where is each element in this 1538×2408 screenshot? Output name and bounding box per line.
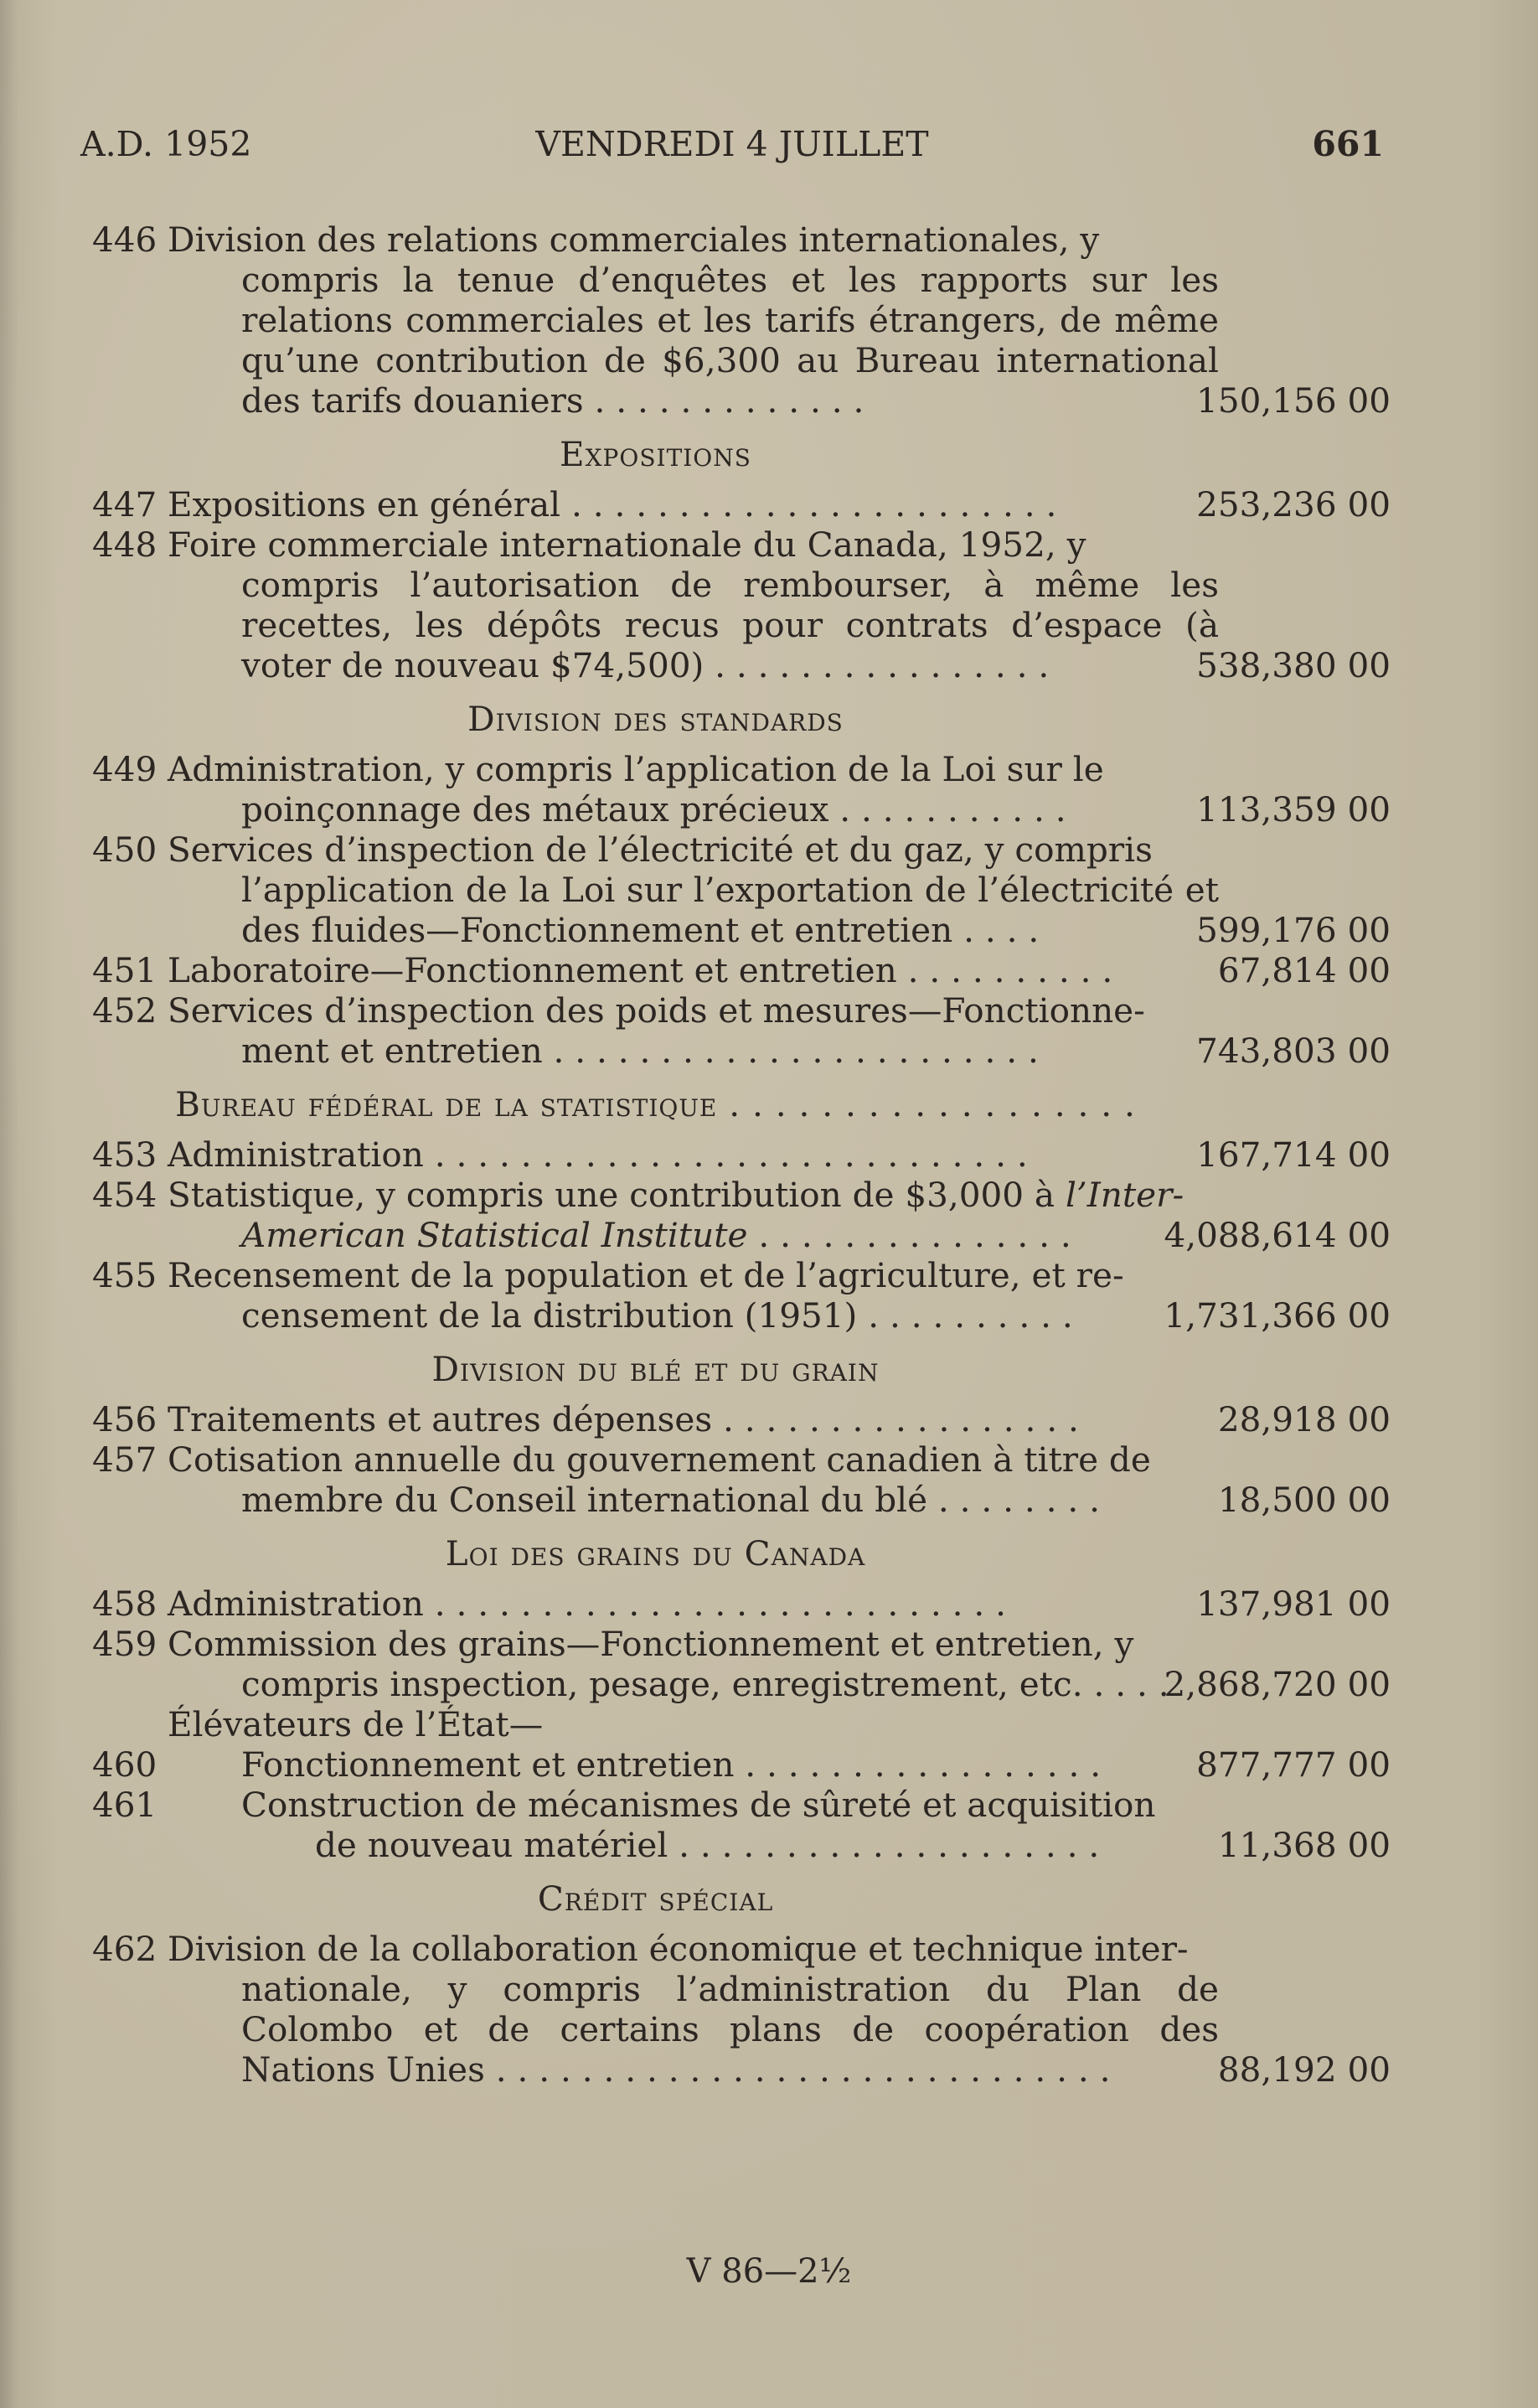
list-item: [92, 1744, 1391, 1785]
section-heading: Crédit spécial: [537, 1878, 774, 1919]
section-heading: Division du blé et du grain: [431, 1349, 880, 1389]
item-text: Commission des grains—Fonctionnement et entretien, y: [168, 1624, 1134, 1664]
item-text: Foire commerciale internationale du Canada, 1952, y: [168, 524, 1086, 565]
item-number: 454: [92, 1175, 157, 1215]
item-text: Administration, y compris l’application de la Loi sur le: [168, 749, 1104, 789]
item-text: Construction de mécanismes de sûreté et acquisition: [241, 1785, 1156, 1825]
item-number: 450: [92, 829, 157, 870]
item-text: Cotisation annuelle du gouvernement canadien à titre de: [168, 1439, 1151, 1480]
item-text: Administration . . . . . . . . . . . . . . . . . . . . . . . . . . .: [168, 1584, 1007, 1624]
item-number: 448: [92, 524, 157, 565]
item-amount: 150,156 00: [1196, 380, 1391, 421]
running-header: [80, 124, 1384, 166]
item-text-continued: censement de la distribution (1951) . . . . . . . . . .: [241, 1295, 1073, 1336]
item-amount: 88,192 00: [1217, 2049, 1391, 2090]
item-number: 455: [92, 1255, 157, 1295]
list-item: [92, 1255, 1391, 1336]
header-year: A.D. 1952: [80, 124, 252, 164]
item-text-italic: l’Inter-: [1065, 1175, 1184, 1215]
item-amount: 1,731,366 00: [1164, 1295, 1391, 1336]
item-text-continued: membre du Conseil international du blé . . . . . . . .: [241, 1480, 1101, 1520]
item-text-continued: ment et entretien . . . . . . . . . . . . . . . . . . . . . . .: [241, 1031, 1039, 1071]
list-item: [92, 1399, 1391, 1439]
item-text: Division de la collaboration économique et technique inter-: [168, 1929, 1189, 1969]
item-number: 459: [92, 1624, 157, 1664]
item-amount: 18,500 00: [1217, 1480, 1391, 1520]
section-heading: Expositions: [560, 434, 751, 474]
item-number: 451: [92, 950, 157, 990]
list-item: [92, 990, 1391, 1071]
item-text: Recensement de la population et de l’agriculture, et re-: [168, 1255, 1124, 1295]
item-text: Expositions en général . . . . . . . . . . . . . . . . . . . . . . .: [168, 484, 1057, 524]
appropriation-list: [92, 220, 1391, 2090]
item-text: Statistique, y compris une contribution de $3,000 à: [168, 1175, 1055, 1215]
item-text: Élévateurs de l’État—: [168, 1704, 544, 1744]
item-amount: 877,777 00: [1196, 1744, 1391, 1785]
list-subheading: [92, 1704, 1391, 1744]
item-text-continued: compris l’autorisation de rembourser, à même les recettes, les dépôts recus pour contrats d’espace (à voter de nouveau $74,500) . . . . . . . . . . . . . . . .: [241, 565, 1219, 685]
item-amount: 67,814 00: [1217, 950, 1391, 990]
item-number: 462: [92, 1929, 157, 1969]
item-text-continued: compris la tenue d’enquêtes et les rapports sur les relations commerciales et les tarifs étrangers, de même qu’une contribution de $6,300 au Bureau international des tarifs douaniers . . . . . . . . . . . . .: [241, 260, 1219, 421]
item-number: 456: [92, 1399, 157, 1439]
item-number: 453: [92, 1134, 157, 1175]
item-amount: 599,176 00: [1196, 910, 1391, 950]
item-text: Fonctionnement et entretien . . . . . . . . . . . . . . . . .: [241, 1744, 1102, 1785]
item-text-italic-continued: American Statistical Institute: [241, 1215, 748, 1255]
item-amount: 253,236 00: [1196, 484, 1391, 524]
list-item: [92, 829, 1391, 950]
item-amount: 113,359 00: [1196, 789, 1391, 829]
item-text: Services d’inspection de l’électricité et du gaz, y compris: [168, 829, 1153, 870]
item-number: 446: [92, 220, 157, 260]
item-text: Services d’inspection des poids et mesures—Fonctionne-: [168, 990, 1145, 1031]
item-number: 452: [92, 990, 157, 1031]
item-amount: 11,368 00: [1217, 1825, 1391, 1865]
item-number: 457: [92, 1439, 157, 1480]
item-amount: 137,981 00: [1196, 1584, 1391, 1624]
item-leader-dots: . . . . . . . . . . . . . . .: [758, 1215, 1071, 1255]
item-amount: 167,714 00: [1196, 1134, 1391, 1175]
item-text-continued: de nouveau matériel . . . . . . . . . . . . . . . . . . . .: [315, 1825, 1100, 1865]
section-heading: [92, 1071, 1219, 1134]
list-item: [92, 950, 1391, 990]
list-item: [92, 1134, 1391, 1175]
list-item: [92, 524, 1391, 685]
item-amount: 538,380 00: [1196, 645, 1391, 685]
item-number: 449: [92, 749, 157, 789]
list-item: [92, 1584, 1391, 1624]
section-heading: Division des standards: [467, 699, 844, 739]
header-date: VENDREDI 4 JUILLET: [535, 124, 929, 164]
item-text: Administration . . . . . . . . . . . . . . . . . . . . . . . . . . . .: [168, 1134, 1028, 1175]
item-text-continued: l’application de la Loi sur l’exportation de l’électricité et des fluides—Fonctionnement et entretien . . . .: [241, 870, 1219, 950]
list-item: [92, 1624, 1391, 1704]
section-leader-dots: . . . . . . . . . . . . . . . . . .: [729, 1084, 1136, 1124]
page-footer-signature: V 86—2½: [686, 2252, 852, 2291]
item-text-continued: nationale, y compris l’administration du Plan de Colombo et de certains plans de coopération des Nations Unies . . . . . . . . . . . . . . . . . . . . . . . . . . . . .: [241, 1969, 1219, 2090]
list-item: [92, 749, 1391, 829]
item-text-continued: compris inspection, pesage, enregistrement, etc. . . . .: [241, 1664, 1169, 1704]
item-number: 460: [92, 1744, 157, 1785]
item-text-continued: poinçonnage des métaux précieux . . . . . . . . . . .: [241, 789, 1066, 829]
list-item: [92, 1785, 1391, 1865]
item-amount: 28,918 00: [1217, 1399, 1391, 1439]
item-number: 447: [92, 484, 157, 524]
item-text: Traitements et autres dépenses . . . . . . . . . . . . . . . . .: [168, 1399, 1079, 1439]
list-item: [92, 484, 1391, 524]
item-text: Division des relations commerciales internationales, y: [168, 220, 1100, 260]
list-item: [92, 1439, 1391, 1520]
item-amount: 4,088,614 00: [1164, 1215, 1391, 1255]
item-text: Laboratoire—Fonctionnement et entretien . . . . . . . . . .: [168, 950, 1113, 990]
item-number: 458: [92, 1584, 157, 1624]
list-item: [92, 1929, 1391, 2090]
list-item: [92, 220, 1391, 421]
page-number: 661: [1312, 124, 1384, 164]
item-amount: 2,868,720 00: [1164, 1664, 1391, 1704]
item-amount: 743,803 00: [1196, 1031, 1391, 1071]
section-heading: Loi des grains du Canada: [445, 1533, 866, 1573]
section-title: Bureau fédéral de la statistique: [175, 1084, 718, 1124]
list-item: [92, 1175, 1391, 1255]
item-number: 461: [92, 1785, 157, 1825]
